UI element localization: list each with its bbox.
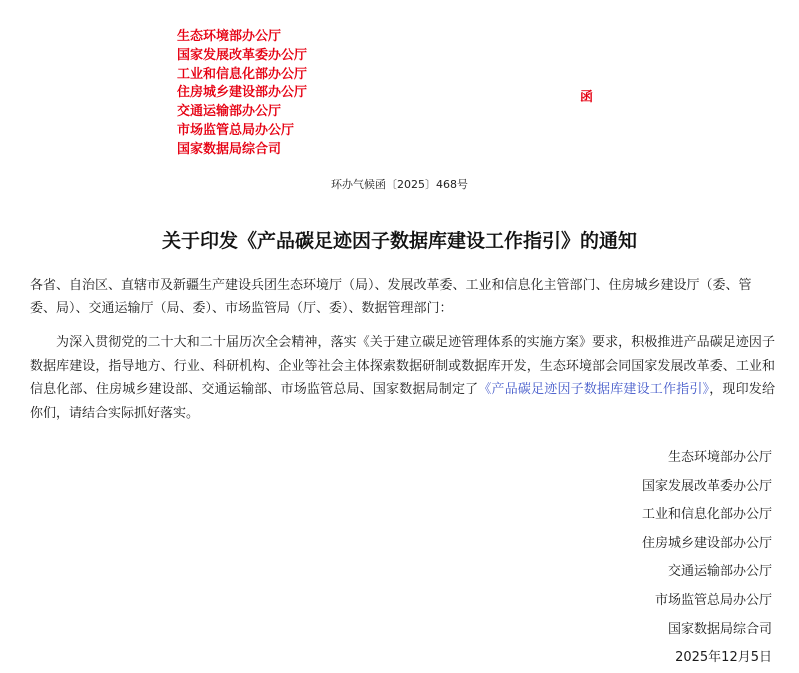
- issuing-agencies-header: [177, 28, 307, 160]
- header-issuer: 国家数据局综合司: [177, 141, 282, 157]
- signature-issuer: 市场监管总局办公厅: [654, 592, 772, 608]
- signature-issuer: 交通运输部办公厅: [667, 564, 772, 580]
- signature-issuer: 工业和信息化部办公厅: [641, 507, 772, 523]
- header-issuer: 交通运输部办公厅: [177, 104, 282, 120]
- header-issuer: 国家发展改革委办公厅: [177, 47, 308, 63]
- body-paragraph: [30, 331, 775, 425]
- document-title: 关于印发《产品碳足迹因子数据库建设工作指引》的通知: [161, 230, 637, 252]
- guideline-link[interactable]: 《产品碳足迹因子数据库建设工作指引》: [478, 382, 710, 397]
- signature-issuer: 生态环境部办公厅: [667, 450, 772, 465]
- header-issuer: 工业和信息化部办公厅: [177, 66, 308, 82]
- signature-issuer: 国家数据局综合司: [667, 621, 772, 637]
- document-number: 环办气候函〔2025〕468号: [331, 178, 468, 191]
- signature-date: 2025年12月5日: [675, 650, 772, 666]
- addressee-paragraph: 各省、自治区、直辖市及新疆生产建设兵团生态环境厅（局）、发展改革委、工业和信息化主管部门、住房城乡建设厅（委、管委、局）、交通运输厅（局、委）、市场监管局（厅、委）、数据管理部门：: [30, 278, 752, 316]
- letter-type-char: 函: [580, 90, 594, 105]
- header-issuer: 市场监管总局办公厅: [177, 122, 295, 138]
- header-issuer: 住房城乡建设部办公厅: [177, 85, 308, 101]
- body-text-part2: ，现印发给你们，请结合实际抓好落实。: [30, 382, 775, 421]
- signature-block: [642, 444, 772, 673]
- signature-issuer: 国家发展改革委办公厅: [641, 478, 772, 494]
- header-issuer: 生态环境部办公厅: [177, 29, 282, 44]
- body-text-part1: 为深入贯彻党的二十大和二十届历次全会精神，落实《关于建立碳足迹管理体系的实施方案》要求，积极推进产品碳足迹因子数据库建设，指导地方、行业、科研机构、企业等社会主体探索数据研制或数据库开发，生态环境部会同国家发展改革委、工业和信息化部、住房城乡建设部、交通运输部、市场监管总局、国家数据局制定了: [30, 335, 775, 397]
- signature-issuer: 住房城乡建设部办公厅: [641, 535, 772, 551]
